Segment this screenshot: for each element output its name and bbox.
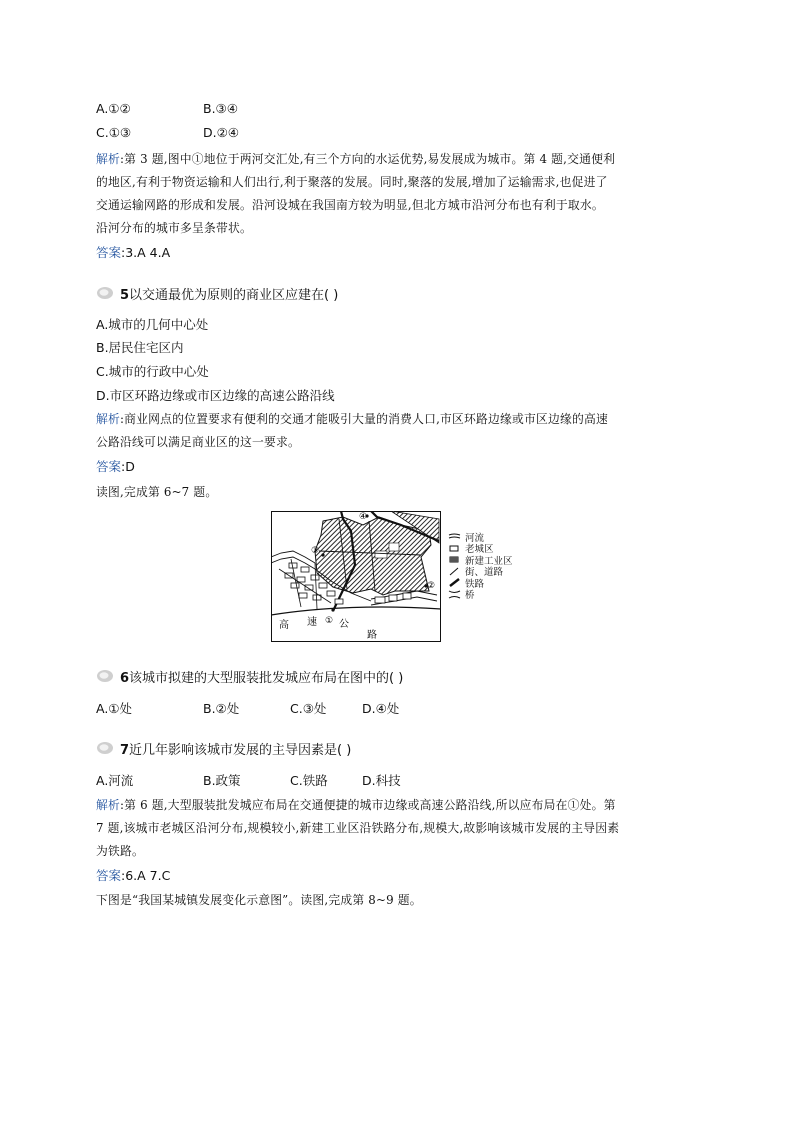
q5-option-c: C.城市的行政中心处: [96, 364, 209, 379]
option-b-top: B.③④: [203, 101, 238, 116]
highway-char-1: 高: [279, 620, 289, 631]
marker-3: ③: [311, 546, 320, 556]
q7-option-b: B.政策: [203, 773, 241, 788]
intro-8-9: 下图是“我国某城镇发展变化示意图”。读图,完成第 8~9 题。: [96, 893, 422, 907]
q6-option-d: D.④处: [362, 701, 400, 716]
old-town-icon: [448, 544, 461, 553]
explanation-5-line-2: 公路沿线可以满足商业区的这一要求。: [96, 435, 300, 449]
map-legend: [448, 531, 538, 600]
q5-option-a: A.城市的几何中心处: [96, 317, 209, 332]
marker-4: ④: [359, 512, 368, 522]
intro-6-7: 读图,完成第 6~7 题。: [96, 485, 218, 499]
highway-char-2: 速: [307, 617, 317, 628]
answer-6-7: 答案:6.A 7.C: [96, 868, 171, 883]
q7-option-d: D.科技: [362, 773, 401, 788]
q6-option-c: C.③处: [290, 701, 327, 716]
marker-2: ②: [427, 581, 436, 591]
highway-char-5: 路: [367, 630, 377, 641]
explanation-6-7-line-3: 为铁路。: [96, 844, 144, 858]
legend-river: 河流: [448, 531, 538, 543]
q6-option-b: B.②处: [203, 701, 240, 716]
q5-option-b: B.居民住宅区内: [96, 340, 184, 355]
legend-industrial-zone: 新建工业区: [448, 554, 538, 566]
explanation-6-7-line-1: 解析:第 6 题,大型服装批发城应布局在交通便捷的城市边缘或高速公路沿线,所以应布局在①处。第: [96, 798, 616, 812]
explanation-3-4-line-1: 解析:第 3 题,图中①地位于两河交汇处,有三个方向的水运优势,易发展成为城市。第 4 题,交通便利: [96, 152, 616, 166]
street-icon: [448, 567, 461, 576]
explanation-5-line-1: 解析:商业网点的位置要求有便利的交通才能吸引大量的消费人口,市区环路边缘或市区边缘的高速: [96, 412, 609, 426]
industrial-zone-icon: [448, 555, 461, 564]
river-icon: [448, 532, 461, 541]
explanation-3-4-line-4: 沿河分布的城市多呈条带状。: [96, 221, 252, 235]
highway-char-4: 公: [339, 619, 349, 630]
question-5: 5以交通最优为原则的商业区应建在( ): [96, 283, 338, 303]
explanation-label: 解析: [96, 152, 120, 166]
explanation-3-4-line-2: 的地区,有利于物资运输和人们出行,利于聚落的发展。同时,聚落的发展,增加了运输需求,也促进了: [96, 175, 608, 189]
option-c-top: C.①③: [96, 125, 132, 140]
answer-label: 答案: [96, 245, 122, 260]
q6-option-a: A.①处: [96, 701, 133, 716]
q7-option-c: C.铁路: [290, 773, 328, 788]
q5-option-d: D.市区环路边缘或市区边缘的高速公路沿线: [96, 388, 335, 403]
legend-railway: 铁路: [448, 577, 538, 589]
question-bullet-icon: [96, 669, 118, 683]
explanation-3-4-line-3: 交通运输网路的形成和发展。沿河设城在我国南方较为明显,但北方城市沿河分布也有利于取水。: [96, 198, 604, 212]
question-bullet-icon: [96, 741, 118, 755]
question-7: 7近几年影响该城市发展的主导因素是( ): [96, 738, 351, 758]
question-bullet-icon: [96, 286, 118, 300]
q7-option-a: A.河流: [96, 773, 134, 788]
railway-icon: [448, 578, 461, 587]
legend-bridge: 桥: [448, 589, 538, 601]
option-d-top: D.②④: [203, 125, 240, 140]
answer-5: 答案:D: [96, 459, 135, 474]
bridge-icon: [448, 590, 461, 599]
legend-old-town: 老城区: [448, 543, 538, 555]
city-map-figure: [271, 511, 441, 642]
option-a-top: A.①②: [96, 101, 131, 116]
marker-1: ①: [325, 616, 334, 626]
explanation-6-7-line-2: 7 题,该城市老城区沿河分布,规模较小,新建工业区沿铁路分布,规模大,故影响该城市发展的主导因素: [96, 821, 620, 835]
legend-street: 街、道路: [448, 566, 538, 578]
answer-3-4: 答案:3.A 4.A: [96, 245, 171, 260]
question-6: 6该城市拟建的大型服装批发城应布局在图中的( ): [96, 666, 403, 686]
